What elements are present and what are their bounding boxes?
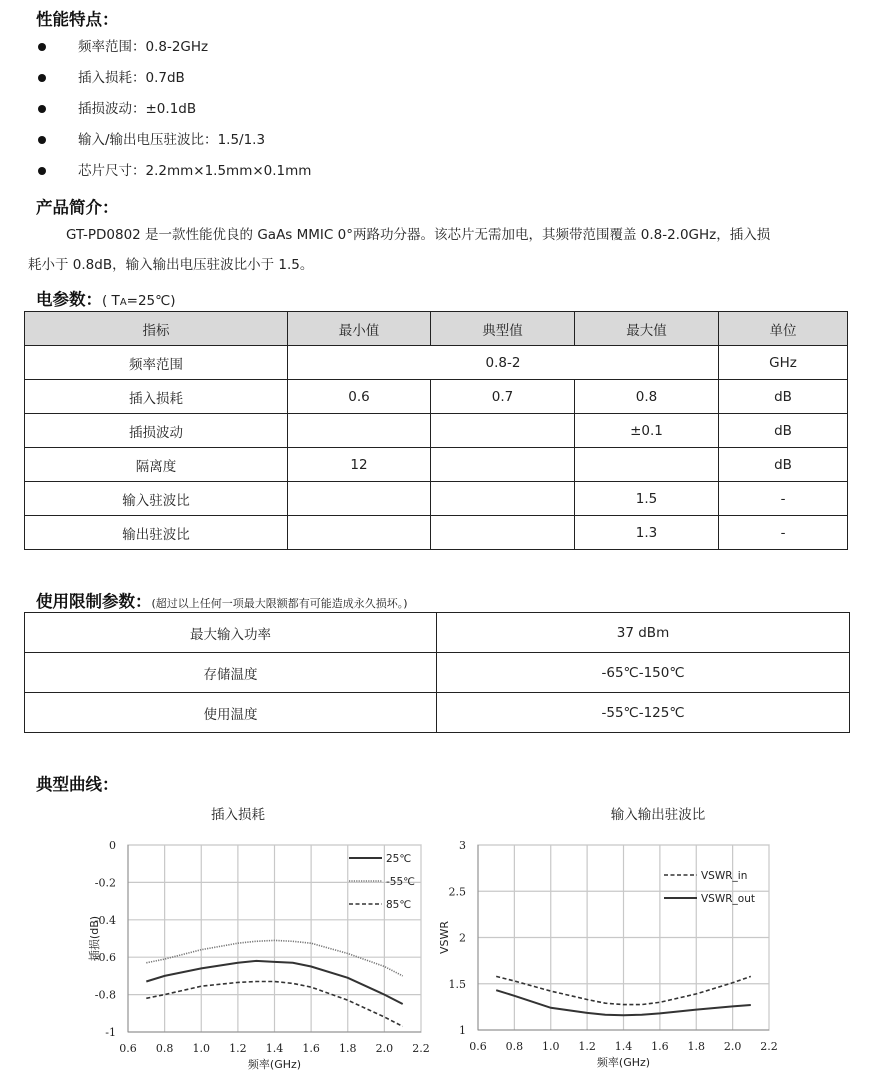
y-tick-label: 1: [459, 1024, 466, 1037]
x-tick-label: 2.0: [723, 1040, 742, 1053]
cell-name: 输入驻波比: [25, 482, 288, 516]
y-tick-label: -0.8: [94, 988, 116, 1002]
cell-min: 12: [288, 448, 431, 482]
x-tick-label: 1.2: [229, 1042, 247, 1055]
y-tick-label: 0: [109, 839, 116, 852]
cell-value: -55℃-125℃: [437, 693, 850, 733]
x-tick-label: 1.4: [614, 1040, 633, 1053]
x-axis-label: 频率(GHz): [596, 1056, 651, 1069]
feature-label: 插损波动：: [78, 101, 146, 117]
cell-name: 最大输入功率: [25, 613, 437, 653]
feature-value: 1.5/1.3: [217, 132, 266, 148]
intro-title: 产品简介：: [36, 198, 119, 217]
insertion-loss-chart: [87, 839, 430, 1071]
y-tick-label: -1: [105, 1026, 116, 1039]
x-tick-label: 1.8: [687, 1040, 705, 1053]
cell-typ: 0.7: [431, 380, 575, 414]
x-tick-label: 2.2: [412, 1042, 430, 1055]
chart-title-insertion-loss: 插入损耗: [211, 807, 265, 823]
feature-value: 0.7dB: [145, 70, 185, 86]
cell-max: ±0.1: [575, 414, 719, 448]
limits-note: (超过以上任何一项最大限额都有可能造成永久损坏。): [151, 597, 408, 610]
header-unit: 单位: [719, 312, 848, 346]
cell-name: 插损波动: [25, 414, 288, 448]
chart-title-vswr: 输入输出驻波比: [610, 807, 706, 823]
x-tick-label: 0.8: [505, 1040, 524, 1053]
cell-name: 隔离度: [25, 448, 288, 482]
condition-prefix: ( T: [102, 293, 120, 309]
condition-subscript: A: [119, 297, 127, 308]
legend-label: VSWR_out: [701, 893, 755, 905]
x-tick-label: 1.6: [651, 1040, 669, 1053]
intro-line-2: 耗小于 0.8dB，输入输出电压驻波比小于 1.5。: [28, 257, 314, 273]
legend-label: 85℃: [386, 899, 412, 911]
y-tick-label: 2.5: [448, 885, 466, 899]
feature-label: 输入/输出电压驻波比：: [78, 132, 218, 148]
vswr-chart: [438, 839, 778, 1069]
cell-value: 37 dBm: [437, 613, 850, 653]
curves-title: 典型曲线：: [36, 775, 119, 794]
cell-min: 0.6: [288, 380, 431, 414]
x-tick-label: 1.8: [339, 1042, 357, 1055]
x-tick-label: 0.6: [119, 1042, 137, 1055]
limits-title: 使用限制参数：: [36, 592, 152, 611]
feature-value: 2.2mm×1.5mm×0.1mm: [145, 163, 312, 179]
x-tick-label: 1.4: [265, 1042, 284, 1055]
cell-name: 插入损耗: [25, 380, 288, 414]
y-tick-label: 1.5: [448, 977, 466, 991]
cell-name: 输出驻波比: [25, 516, 288, 550]
x-tick-label: 1.2: [578, 1040, 596, 1053]
condition-suffix: =25℃): [126, 293, 176, 309]
cell-value: -65℃-150℃: [437, 653, 850, 693]
header-typ: 典型值: [431, 312, 575, 346]
legend-label: VSWR_in: [701, 870, 748, 882]
cell-name: 使用温度: [25, 693, 437, 733]
cell-unit: GHz: [719, 346, 848, 380]
cell-max: 1.3: [575, 516, 719, 550]
x-tick-label: 1.6: [302, 1042, 320, 1055]
cell-name: 频率范围: [25, 346, 288, 380]
feature-label: 频率范围：: [78, 39, 146, 55]
cell-max: 0.8: [575, 380, 719, 414]
feature-value: 0.8-2GHz: [145, 39, 209, 55]
legend-label: 25℃: [386, 853, 412, 865]
feature-value: ±0.1dB: [145, 101, 197, 117]
y-tick-label: 3: [459, 839, 466, 852]
header-indicator: 指标: [25, 312, 288, 346]
feature-label: 插入损耗：: [78, 70, 146, 86]
y-tick-label: -0.2: [94, 876, 116, 890]
x-tick-label: 2.0: [375, 1042, 394, 1055]
cell-unit: dB: [719, 414, 848, 448]
x-tick-label: 2.2: [760, 1040, 778, 1053]
header-max: 最大值: [575, 312, 719, 346]
cell-unit: -: [719, 516, 848, 550]
y-tick-label: 2: [459, 931, 466, 945]
cell-range: 0.8-2: [288, 346, 719, 380]
intro-line-1: GT-PD0802 是一款性能优良的 GaAs MMIC 0°两路功分器。该芯片无需加电，其频带范围覆盖 0.8-2.0GHz，插入损: [66, 227, 771, 243]
header-min: 最小值: [288, 312, 431, 346]
elec-params-title: 电参数：: [36, 290, 102, 309]
cell-max: 1.5: [575, 482, 719, 516]
x-tick-label: 0.8: [155, 1042, 174, 1055]
y-axis-label: 插损(dB): [88, 915, 101, 962]
y-tick-label: -0.6: [94, 951, 116, 965]
features-title: 性能特点：: [36, 10, 119, 29]
cell-unit: dB: [719, 448, 848, 482]
x-tick-label: 1.0: [542, 1040, 560, 1053]
y-tick-label: -0.4: [94, 913, 116, 927]
x-axis-label: 频率(GHz): [247, 1058, 302, 1071]
x-tick-label: 0.6: [469, 1040, 487, 1053]
cell-name: 存储温度: [25, 653, 437, 693]
y-axis-label: VSWR: [438, 920, 451, 955]
cell-unit: -: [719, 482, 848, 516]
legend-label: -55℃: [386, 876, 415, 888]
cell-unit: dB: [719, 380, 848, 414]
x-tick-label: 1.0: [192, 1042, 210, 1055]
feature-label: 芯片尺寸：: [78, 163, 146, 179]
